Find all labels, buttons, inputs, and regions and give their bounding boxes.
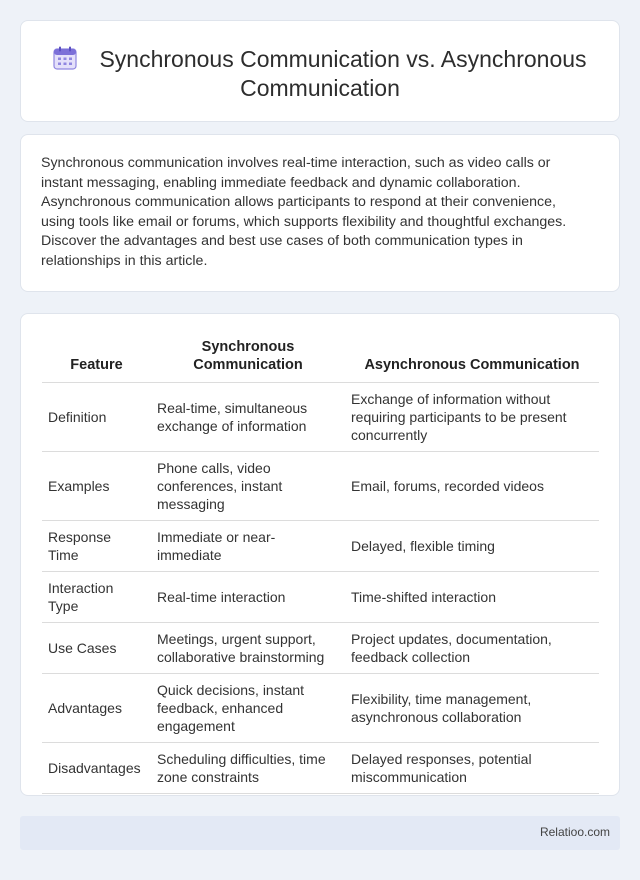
intro-card xyxy=(20,134,620,292)
column-header-synchronous: Synchronous Communication xyxy=(193,339,303,373)
row-async-cell: Email, forums, recorded videos xyxy=(345,452,599,521)
page-title xyxy=(21,45,619,103)
table-header-row xyxy=(42,338,599,383)
page-title-text: Synchronous Communication vs. Asynchronous Communication xyxy=(99,46,587,101)
table-row xyxy=(42,743,599,794)
row-async-cell: Flexibility, time management, asynchronous collaboration xyxy=(345,674,599,743)
row-sync-cell: Phone calls, video conferences, instant messaging xyxy=(151,452,345,521)
table-row xyxy=(42,623,599,674)
footer-bar xyxy=(20,816,620,850)
comparison-table xyxy=(42,338,599,794)
row-sync-cell: Scheduling difficulties, time zone constraints xyxy=(151,743,345,794)
row-feature-cell: Interaction Type xyxy=(42,572,151,623)
row-feature-cell: Use Cases xyxy=(42,623,151,674)
table-row xyxy=(42,572,599,623)
row-sync-cell: Real-time interaction xyxy=(151,572,345,623)
row-sync-cell: Meetings, urgent support, collaborative brainstorming xyxy=(151,623,345,674)
table-row xyxy=(42,521,599,572)
table-row xyxy=(42,674,599,743)
row-async-cell: Delayed, flexible timing xyxy=(345,521,599,572)
comparison-card xyxy=(20,313,620,796)
title-card xyxy=(20,20,620,122)
row-async-cell: Project updates, documentation, feedback collection xyxy=(345,623,599,674)
row-feature-cell: Disadvantages xyxy=(42,743,151,794)
row-feature-cell: Definition xyxy=(42,383,151,452)
row-async-cell: Time-shifted interaction xyxy=(345,572,599,623)
row-feature-cell: Response Time xyxy=(42,521,151,572)
row-async-cell: Delayed responses, potential miscommunication xyxy=(345,743,599,794)
row-sync-cell: Quick decisions, instant feedback, enhanced engagement xyxy=(151,674,345,743)
row-async-cell: Exchange of information without requiring participants to be present concurrently xyxy=(345,383,599,452)
table-row xyxy=(42,383,599,452)
table-row xyxy=(42,452,599,521)
row-sync-cell: Immediate or near-immediate xyxy=(151,521,345,572)
row-sync-cell: Real-time, simultaneous exchange of information xyxy=(151,383,345,452)
calendar-icon xyxy=(53,46,77,70)
footer-brand: Relatioo.com xyxy=(539,825,610,839)
column-header-feature: Feature xyxy=(70,357,123,373)
row-feature-cell: Examples xyxy=(42,452,151,521)
intro-paragraph: Synchronous communication involves real-time interaction, such as video calls or instant messaging, enabling immediate feedback and dynamic collaboration. Asynchronous communication allows participants to respond at their convenience, using tools like email or forums, which supports flexibility and thoughtful exchanges. Discover the advantages and best use cases of both communication types in relationships in this article. xyxy=(41,155,567,269)
row-feature-cell: Advantages xyxy=(42,674,151,743)
column-header-asynchronous: Asynchronous Communication xyxy=(364,357,580,373)
